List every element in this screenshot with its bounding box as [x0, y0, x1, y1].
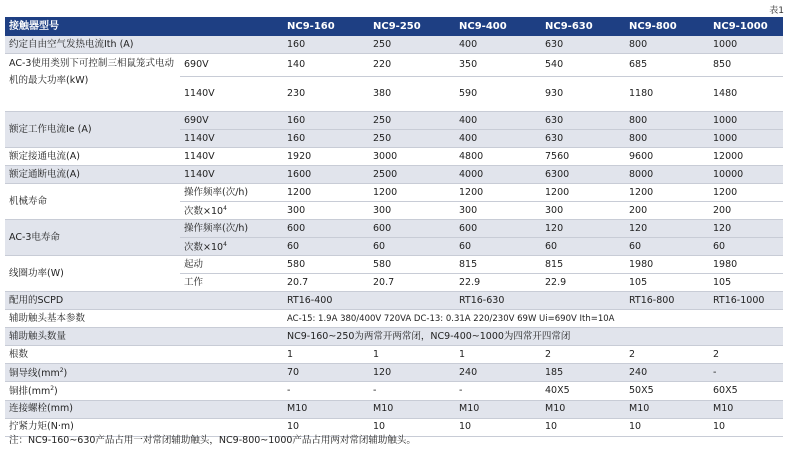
cell: 1000: [709, 130, 783, 148]
label-text: 铜导线(mm: [9, 368, 60, 380]
header-model: NC9-1000: [709, 17, 783, 36]
row-label: [5, 382, 283, 400]
cell: 185: [541, 364, 625, 382]
cell: 300: [455, 202, 541, 220]
merged-cell: AC-15: 1.9A 380/400V 720VA DC-13: 0.31A 220/230V 69W Ui=690V Ith=10A: [283, 310, 783, 328]
cell: 1: [369, 346, 455, 364]
row-sublabel: 690V: [180, 112, 283, 130]
header-row: [5, 17, 783, 36]
cell: 10: [625, 418, 709, 436]
cell: 1980: [625, 256, 709, 274]
cell: 400: [455, 36, 541, 54]
row-label: 额定工作电流Ie (A): [5, 112, 180, 148]
cell: 2: [541, 346, 625, 364]
cell: M10: [625, 400, 709, 418]
header-model: NC9-630: [541, 17, 625, 36]
cell: 6300: [541, 166, 625, 184]
cell: 815: [541, 256, 625, 274]
row-bolt: [5, 400, 783, 418]
row-sublabel: 1140V: [180, 166, 283, 184]
cell: RT16-400: [283, 292, 369, 310]
cell: 60: [625, 238, 709, 256]
row-ith: [5, 36, 783, 54]
cell: -: [709, 364, 783, 382]
cell: 22.9: [455, 274, 541, 292]
label-suffix: ): [63, 368, 68, 380]
cell: 10000: [709, 166, 783, 184]
cell: 3000: [369, 148, 455, 166]
cell: 685: [625, 54, 709, 77]
label-text: 铜排(mm: [9, 386, 51, 398]
row-label: 约定自由空气发热电流Ith (A): [5, 36, 283, 54]
row-elec-freq: [5, 220, 783, 238]
superscript: 4: [223, 241, 227, 249]
cell: 120: [709, 220, 783, 238]
row-label: 根数: [5, 346, 283, 364]
cell: 240: [455, 364, 541, 382]
cell: 600: [369, 220, 455, 238]
row-coil-start: [5, 256, 783, 274]
row-make: [5, 148, 783, 166]
cell: 10: [455, 418, 541, 436]
cell: 105: [709, 274, 783, 292]
row-bar: [5, 382, 783, 400]
cell: 380: [369, 77, 455, 112]
row-label: 线圈功率(W): [5, 256, 180, 292]
cell: 60: [709, 238, 783, 256]
row-label: 拧紧力矩(N·m): [5, 418, 283, 436]
cell: 300: [283, 202, 369, 220]
header-model: NC9-160: [283, 17, 369, 36]
row-label: 额定接通电流(A): [5, 148, 180, 166]
row-roots: [5, 346, 783, 364]
cell: 4800: [455, 148, 541, 166]
cell: 2: [625, 346, 709, 364]
cell: 580: [369, 256, 455, 274]
cell: 1000: [709, 36, 783, 54]
row-wire: [5, 364, 783, 382]
cell: 1200: [625, 184, 709, 202]
row-sublabel: 1140V: [180, 148, 283, 166]
row-label: 辅助触头数量: [5, 328, 283, 346]
cell: 60: [541, 238, 625, 256]
superscript: 4: [223, 205, 227, 212]
label-suffix: ): [54, 386, 58, 398]
cell: 4000: [455, 166, 541, 184]
cell: 630: [541, 112, 625, 130]
cell: 7560: [541, 148, 625, 166]
cell: 800: [625, 36, 709, 54]
row-break: [5, 166, 783, 184]
cell: 20.7: [369, 274, 455, 292]
cell: 200: [709, 202, 783, 220]
cell: 60: [455, 238, 541, 256]
superscript: 2: [50, 385, 55, 393]
row-ie-690: [5, 112, 783, 130]
table-caption: 表1: [769, 6, 784, 16]
row-label: 配用的SCPD: [5, 292, 283, 310]
row-auxparams: [5, 310, 783, 328]
cell: 600: [283, 220, 369, 238]
cell: 40X5: [541, 382, 625, 400]
cell: RT16-630: [455, 292, 541, 310]
cell: 1000: [709, 112, 783, 130]
cell: 1920: [283, 148, 369, 166]
cell: 9600: [625, 148, 709, 166]
cell: 930: [541, 77, 625, 112]
cell: 10: [369, 418, 455, 436]
row-label: 辅助触头基本参数: [5, 310, 283, 328]
cell: 10: [541, 418, 625, 436]
cell: M10: [283, 400, 369, 418]
cell: [541, 292, 625, 310]
cell: 220: [369, 54, 455, 77]
row-sublabel: 操作频率(次/h): [180, 184, 283, 202]
sublabel-text: 次数×10: [184, 206, 224, 218]
superscript: 2: [59, 367, 64, 375]
cell: 10: [283, 418, 369, 436]
cell: 120: [369, 364, 455, 382]
cell: 1200: [709, 184, 783, 202]
cell: 300: [369, 202, 455, 220]
row-label: [5, 364, 283, 382]
cell: 160: [283, 112, 369, 130]
cell: 22.9: [541, 274, 625, 292]
cell: 160: [283, 36, 369, 54]
cell: 160: [283, 130, 369, 148]
row-sublabel: 起动: [180, 256, 283, 274]
footnote: 注：NC9-160~630产品占用一对常闭辅助触头，NC9-800~1000产品占用两对常闭辅助触头。: [9, 435, 416, 446]
cell: 1180: [625, 77, 709, 112]
cell: 120: [541, 220, 625, 238]
cell: 250: [369, 112, 455, 130]
cell: 1200: [283, 184, 369, 202]
cell: 20.7: [283, 274, 369, 292]
cell: 50X5: [625, 382, 709, 400]
cell: 1200: [369, 184, 455, 202]
cell: 815: [455, 256, 541, 274]
cell: M10: [709, 400, 783, 418]
row-auxcount: [5, 328, 783, 346]
cell: 800: [625, 112, 709, 130]
row-ac3power-690: [5, 54, 783, 77]
header-label: 接触器型号: [5, 17, 283, 36]
cell: 105: [625, 274, 709, 292]
cell: 70: [283, 364, 369, 382]
cell: RT16-800: [625, 292, 709, 310]
header-model: NC9-800: [625, 17, 709, 36]
cell: 60X5: [709, 382, 783, 400]
cell: 1600: [283, 166, 369, 184]
row-scpd: [5, 292, 783, 310]
row-sublabel: 操作频率(次/h): [180, 220, 283, 238]
cell: 1200: [455, 184, 541, 202]
row-label: 连接螺栓(mm): [5, 400, 283, 418]
cell: 2500: [369, 166, 455, 184]
cell: 1: [455, 346, 541, 364]
cell: 1200: [541, 184, 625, 202]
cell: M10: [541, 400, 625, 418]
cell: 250: [369, 130, 455, 148]
cell: 630: [541, 36, 625, 54]
cell: 300: [541, 202, 625, 220]
row-mech-freq: [5, 184, 783, 202]
cell: 2: [709, 346, 783, 364]
row-label: AC-3电寿命: [5, 220, 180, 256]
cell: 600: [455, 220, 541, 238]
cell: -: [283, 382, 369, 400]
row-sublabel: 1140V: [180, 77, 283, 112]
cell: 140: [283, 54, 369, 77]
cell: -: [455, 382, 541, 400]
cell: 580: [283, 256, 369, 274]
cell: 590: [455, 77, 541, 112]
cell: RT16-1000: [709, 292, 783, 310]
merged-cell: NC9-160~250为两常开两常闭，NC9-400~1000为四常开四常闭: [283, 328, 783, 346]
cell: 1980: [709, 256, 783, 274]
cell: 8000: [625, 166, 709, 184]
row-sublabel: 690V: [180, 54, 283, 77]
cell: 12000: [709, 148, 783, 166]
cell: 60: [283, 238, 369, 256]
sublabel-text: 次数×10: [184, 242, 224, 254]
row-sublabel: [180, 238, 283, 256]
cell: M10: [369, 400, 455, 418]
row-sublabel: 1140V: [180, 130, 283, 148]
cell: 250: [369, 36, 455, 54]
cell: 1480: [709, 77, 783, 112]
cell: 240: [625, 364, 709, 382]
cell: -: [369, 382, 455, 400]
row-label: 机械寿命: [5, 184, 180, 220]
cell: 800: [625, 130, 709, 148]
cell: 10: [709, 418, 783, 436]
row-sublabel: [180, 202, 283, 220]
cell: [369, 292, 455, 310]
cell: 850: [709, 54, 783, 77]
row-sublabel: 工作: [180, 274, 283, 292]
cell: 630: [541, 130, 625, 148]
row-label: 额定通断电流(A): [5, 166, 180, 184]
cell: 540: [541, 54, 625, 77]
cell: 60: [369, 238, 455, 256]
cell: 400: [455, 112, 541, 130]
cell: 350: [455, 54, 541, 77]
cell: 400: [455, 130, 541, 148]
cell: 200: [625, 202, 709, 220]
spec-table: [5, 17, 783, 437]
cell: 1: [283, 346, 369, 364]
cell: 120: [625, 220, 709, 238]
header-model: NC9-250: [369, 17, 455, 36]
cell: 230: [283, 77, 369, 112]
header-model: NC9-400: [455, 17, 541, 36]
cell: M10: [455, 400, 541, 418]
row-label: AC-3使用类别下可控制三相鼠笼式电动机的最大功率(kW): [5, 54, 180, 112]
